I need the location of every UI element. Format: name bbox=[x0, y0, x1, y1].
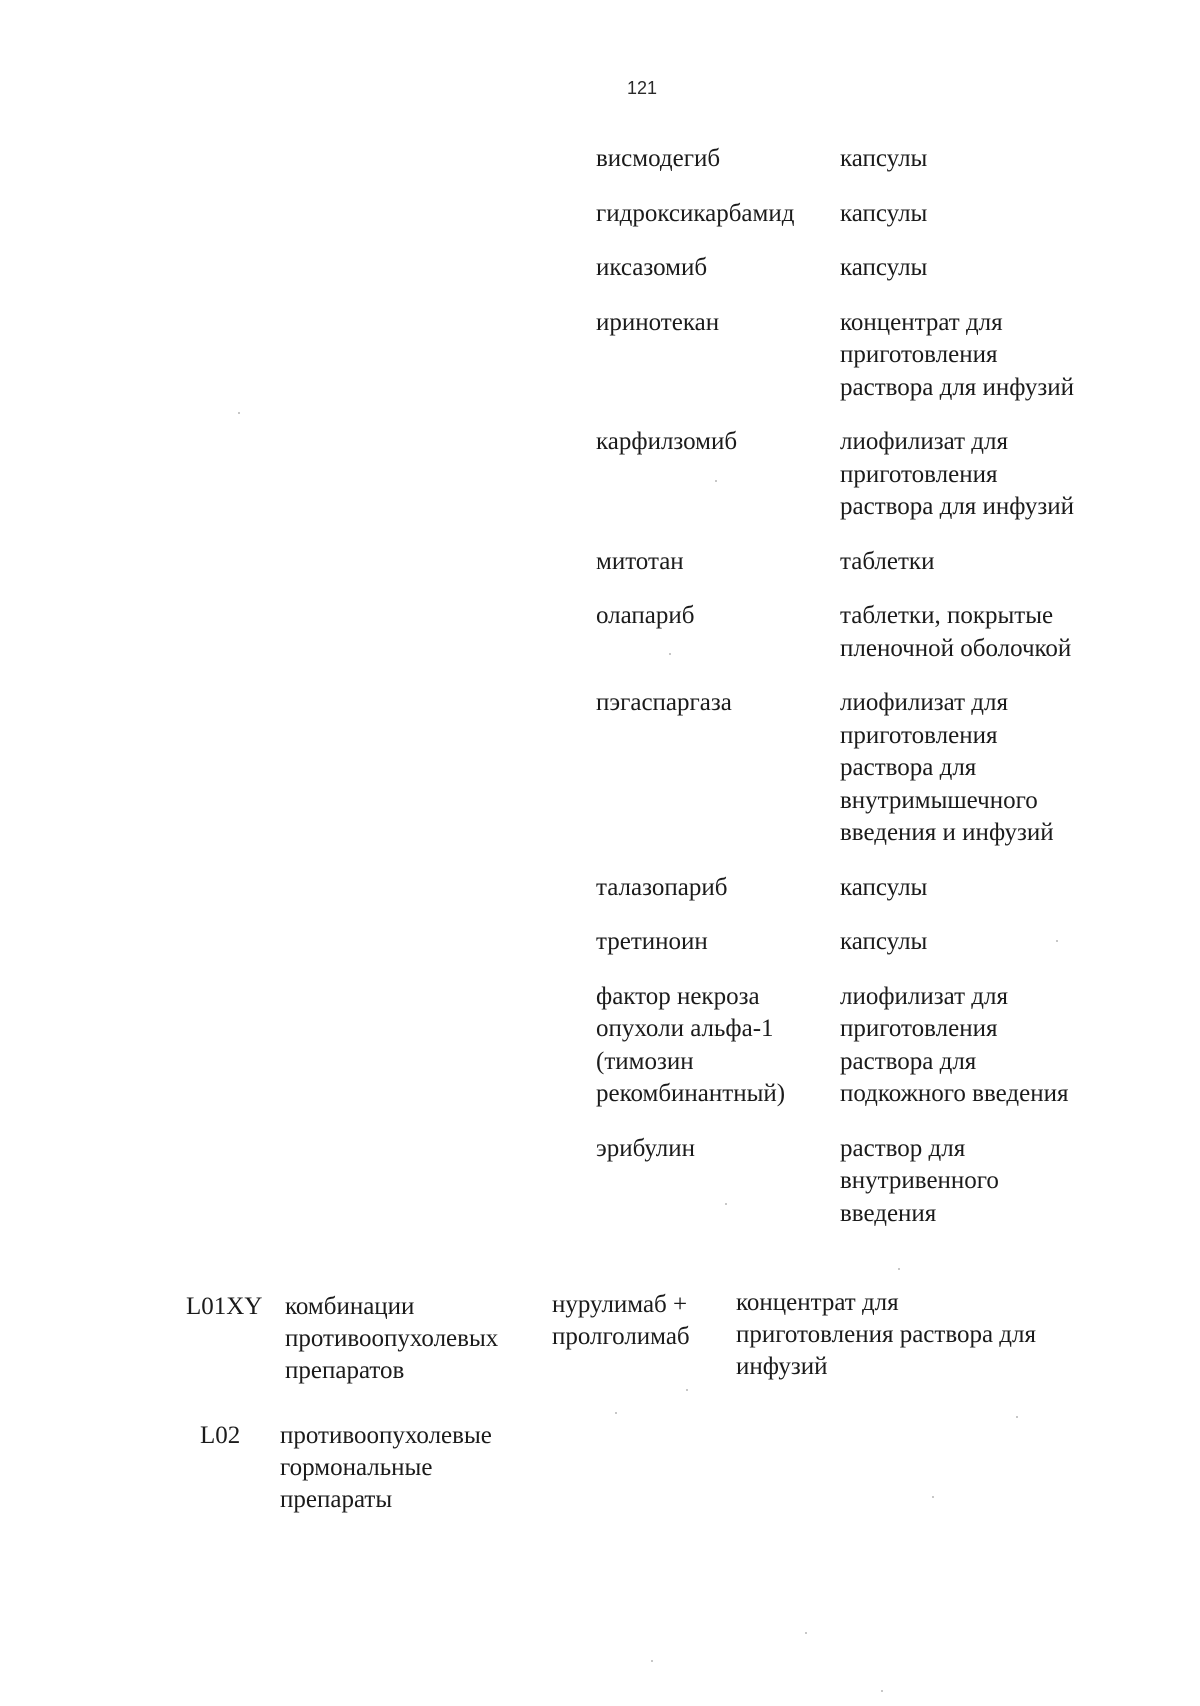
drug-name: карфилзомиб bbox=[596, 428, 738, 455]
dosage-form: раствор для внутривенного введения bbox=[840, 1134, 999, 1227]
dosage-form: таблетки, покрытые пленочной оболочкой bbox=[840, 602, 1072, 662]
drug-name: олапариб bbox=[596, 602, 695, 629]
dosage-form: лиофилизат для приготовления раствора для подкожного введения bbox=[840, 982, 1069, 1107]
drug-name: третиноин bbox=[596, 928, 708, 955]
scan-speck bbox=[715, 480, 717, 482]
scan-speck bbox=[898, 1268, 900, 1270]
drug-name: иринотекан bbox=[596, 308, 720, 336]
drug-name: пэгаспаргаза bbox=[596, 689, 732, 716]
drug-row bbox=[596, 546, 1156, 579]
drug-row bbox=[596, 600, 1156, 665]
dosage-form: концентрат для приготовления раствора для инфузий bbox=[840, 308, 1075, 401]
dosage-form: лиофилизат для приготовления раствора для инфузий bbox=[840, 428, 1075, 520]
dosage-form: капсулы bbox=[840, 254, 928, 281]
scan-speck bbox=[1016, 1416, 1018, 1418]
dosage-form: капсулы bbox=[840, 873, 928, 901]
dosage-form: капсулы bbox=[840, 145, 928, 172]
drug-name: фактор некроза опухоли альфа-1 (тимозин рекомбинантный) bbox=[596, 982, 786, 1107]
drug-name: эрибулин bbox=[596, 1134, 696, 1162]
scan-speck bbox=[932, 1496, 934, 1498]
dosage-form: капсулы bbox=[840, 199, 928, 227]
drug-name: нурулимаб + пролголимаб bbox=[552, 1291, 690, 1350]
scan-speck bbox=[881, 1690, 883, 1692]
atc-code: L02 bbox=[200, 1422, 241, 1449]
dosage-form: концентрат для приготовления раствора для инфузий bbox=[736, 1289, 1036, 1380]
atc-group-name: комбинации противоопухолевых препаратов bbox=[285, 1293, 499, 1384]
atc-group-name: противоопухолевые гормональные препараты bbox=[280, 1422, 492, 1513]
drug-row bbox=[596, 143, 1156, 176]
drug-row bbox=[596, 926, 1156, 959]
drug-name: гидроксикарбамид bbox=[596, 199, 795, 227]
drug-row bbox=[596, 872, 1156, 905]
drug-name: талазопариб bbox=[596, 873, 728, 901]
page-number: 121 bbox=[627, 78, 658, 98]
drug-row bbox=[596, 426, 1156, 524]
scan-speck bbox=[238, 412, 240, 414]
atc-code: L01XY bbox=[186, 1293, 263, 1320]
scan-speck bbox=[651, 1660, 653, 1662]
dosage-form: лиофилизат для приготовления раствора для внутримышечного введения и инфузий bbox=[840, 689, 1054, 846]
scan-speck bbox=[686, 1389, 688, 1391]
scan-speck bbox=[1056, 940, 1058, 942]
scan-speck bbox=[669, 653, 671, 655]
scan-speck bbox=[805, 1632, 807, 1634]
drug-row bbox=[596, 307, 1156, 405]
drug-name: иксазомиб bbox=[596, 254, 708, 281]
dosage-form: таблетки bbox=[840, 547, 935, 575]
scan-speck bbox=[725, 1203, 727, 1205]
drug-row bbox=[596, 1133, 1156, 1231]
drug-table bbox=[596, 143, 1156, 1252]
scan-speck bbox=[615, 1412, 617, 1414]
drug-row bbox=[596, 687, 1156, 850]
drug-name: висмодегиб bbox=[596, 145, 721, 172]
drug-row bbox=[596, 252, 1156, 285]
dosage-form: капсулы bbox=[840, 928, 928, 955]
drug-row bbox=[596, 981, 1156, 1111]
drug-name: митотан bbox=[596, 547, 684, 575]
drug-row bbox=[596, 198, 1156, 231]
